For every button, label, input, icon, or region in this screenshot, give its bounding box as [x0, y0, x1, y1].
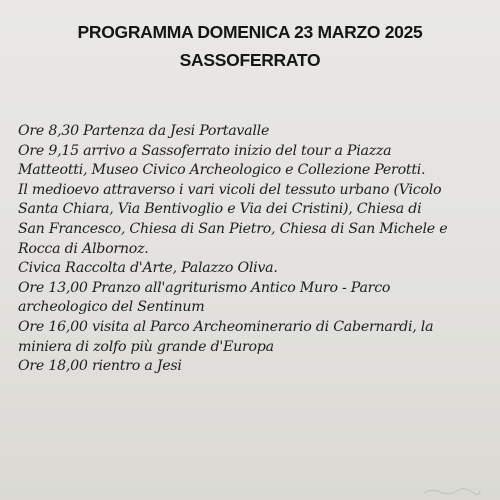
program-line-art-collection: Civica Raccolta d'Arte, Palazzo Oliva. — [18, 260, 278, 277]
program-line-museum: Matteotti, Museo Civico Archeologico e Collezione Perotti. — [18, 162, 426, 179]
program-line-mine: miniera di zolfo più grande d'Europa — [18, 338, 274, 355]
program-line-lunch: Ore 13,00 Pranzo all'agriturismo Antico Muro - Parco — [18, 279, 391, 296]
program-line-churches: San Francesco, Chiesa di San Pietro, Chiesa di San Michele e — [18, 220, 448, 237]
program-text — [18, 122, 496, 377]
program-line-return: Ore 18,00 rientro a Jesi — [18, 358, 182, 375]
program-line-medieval: Il medioevo attraverso i vari vicoli del tessuto urbano (Vicolo — [18, 181, 442, 198]
program-line-rocca: Rocca di Albornoz. — [18, 240, 149, 257]
document-title: PROGRAMMA DOMENICA 23 MARZO 2025 — [77, 22, 423, 42]
faint-marking — [422, 486, 482, 496]
program-line-streets: Santa Chiara, Via Bentivoglio e Via dei Cristini), Chiesa di — [18, 201, 422, 218]
program-line-arrival: Ore 9,15 arrivo a Sassoferrato inizio del tour a Piazza — [18, 142, 392, 159]
program-line-departure: Ore 8,30 Partenza da Jesi Portavalle — [18, 123, 270, 139]
program-line-sentinum: archeologico del Sentinum — [18, 299, 205, 316]
document-subtitle-location: SASSOFERRATO — [179, 50, 321, 70]
program-line-visit: Ore 16,00 visita al Parco Archeominerario di Cabernardi, la — [18, 318, 434, 335]
